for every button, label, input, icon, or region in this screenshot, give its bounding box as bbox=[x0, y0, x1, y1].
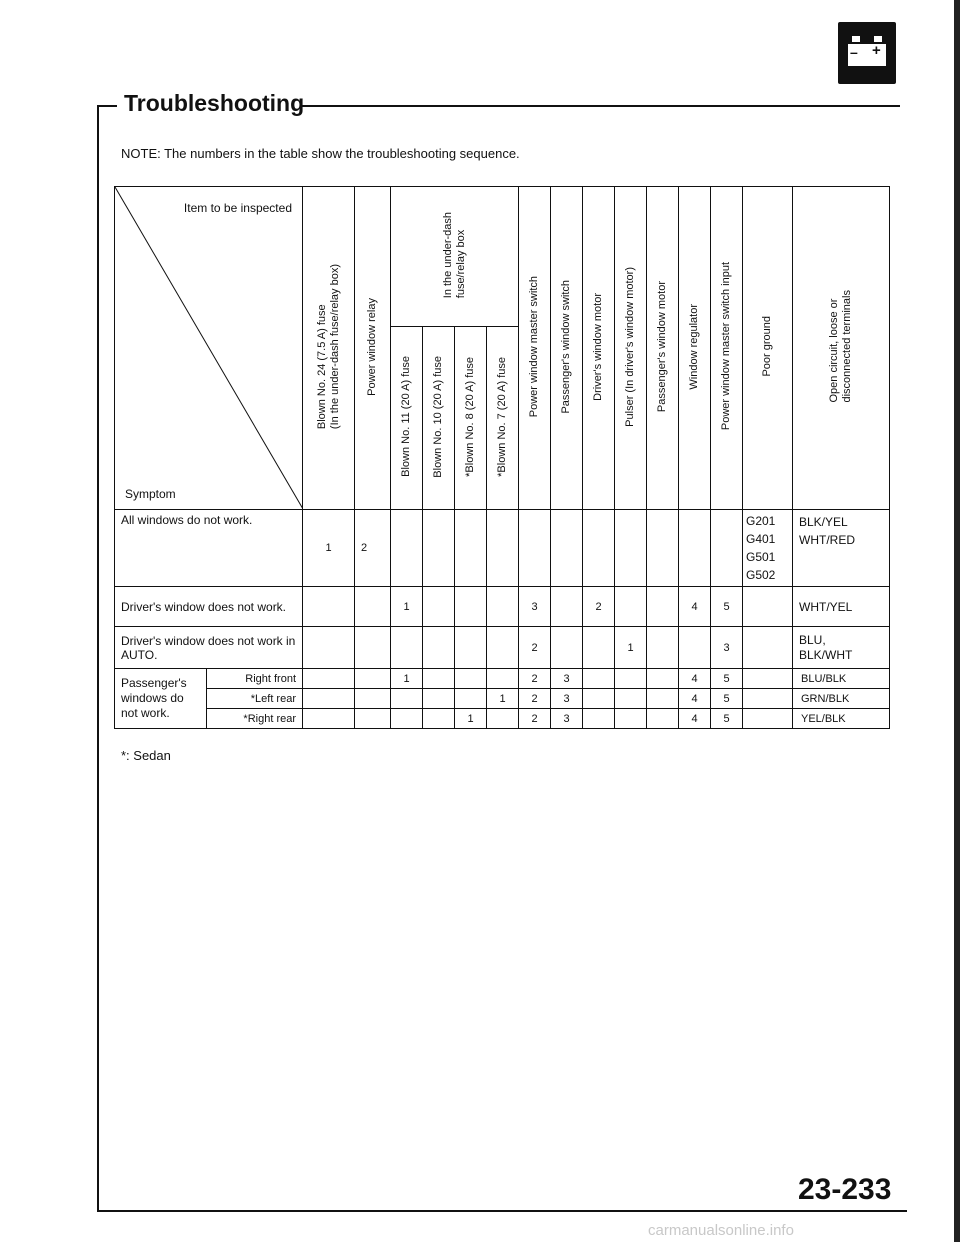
cell-driver-c9: 2 bbox=[583, 587, 615, 627]
item-to-be-inspected-label: Item to be inspected bbox=[183, 201, 292, 215]
table-row bbox=[115, 510, 890, 587]
battery-icon bbox=[838, 22, 896, 84]
col-header-switch-input: Power window master switch input bbox=[711, 187, 743, 510]
table-row bbox=[115, 669, 890, 689]
watermark: carmanualsonline.info bbox=[648, 1222, 794, 1239]
corner-cell bbox=[115, 187, 303, 510]
col-header-fuse11: Blown No. 11 (20 A) fuse bbox=[391, 327, 423, 510]
cell-lr-c13: 5 bbox=[711, 689, 743, 709]
cell-lr-c7: 2 bbox=[519, 689, 551, 709]
table-row bbox=[115, 627, 890, 669]
cell-driver-c3: 1 bbox=[391, 587, 423, 627]
col-header-relay: Power window relay bbox=[355, 187, 391, 510]
cell-rf-c4: 1 bbox=[391, 669, 423, 689]
cell-driver-wire: WHT/YEL bbox=[793, 587, 890, 627]
troubleshooting-table bbox=[114, 186, 890, 729]
cell-driver-c13: 5 bbox=[711, 587, 743, 627]
table-note: NOTE: The numbers in the table show the troubleshooting sequence. bbox=[121, 146, 520, 161]
col-header-fuse24: Blown No. 24 (7.5 A) fuse (In the under-dash fuse/relay box) bbox=[303, 187, 355, 510]
sub-right-front: Right front bbox=[207, 669, 303, 689]
sub-left-rear: *Left rear bbox=[207, 689, 303, 709]
corner-diagonal bbox=[115, 187, 303, 509]
cell-driver-c12: 4 bbox=[679, 587, 711, 627]
col-header-fuse-group: In the under-dash fuse/relay box bbox=[391, 187, 519, 327]
footnote: *: Sedan bbox=[121, 748, 171, 763]
page-frame-left bbox=[97, 106, 99, 1211]
sub-right-rear: *Right rear bbox=[207, 709, 303, 729]
col-header-poor-ground: Poor ground bbox=[743, 187, 793, 510]
battery-plus: + bbox=[872, 42, 881, 59]
cell-all-c1: 1 bbox=[303, 510, 355, 587]
col-header-pulser: Pulser (In driver's window motor) bbox=[615, 187, 647, 510]
symptom-all-windows: All windows do not work. bbox=[115, 510, 303, 587]
col-header-regulator: Window regulator bbox=[679, 187, 711, 510]
cell-auto-c10: 1 bbox=[615, 627, 647, 669]
cell-rf-c12: 4 bbox=[679, 669, 711, 689]
cell-rr-c13: 5 bbox=[711, 709, 743, 729]
symptom-driver-window: Driver's window does not work. bbox=[115, 587, 303, 627]
cell-rf-c13: 5 bbox=[711, 669, 743, 689]
symptom-passenger-windows: Passenger's windows do not work. bbox=[115, 669, 207, 729]
symptom-label: Symptom bbox=[125, 487, 176, 501]
scan-edge bbox=[954, 0, 960, 1242]
cell-rr-c7: 2 bbox=[519, 709, 551, 729]
cell-rr-c8: 3 bbox=[551, 709, 583, 729]
cell-rf-c8: 3 bbox=[551, 669, 583, 689]
cell-lr-wire: GRN/BLK bbox=[793, 689, 890, 709]
title-rule-right bbox=[300, 105, 900, 107]
cell-lr-c6: 1 bbox=[487, 689, 519, 709]
table-row bbox=[115, 709, 890, 729]
cell-all-wire: BLK/YEL WHT/RED bbox=[793, 510, 890, 587]
title-rule-left bbox=[97, 105, 117, 107]
cell-rr-c5: 1 bbox=[455, 709, 487, 729]
cell-all-c2: 2 bbox=[355, 510, 391, 587]
col-header-passenger-switch: Passenger's window switch bbox=[551, 187, 583, 510]
table-row bbox=[115, 587, 890, 627]
col-header-fuse10: Blown No. 10 (20 A) fuse bbox=[423, 327, 455, 510]
battery-minus: – bbox=[850, 44, 858, 60]
cell-lr-c12: 4 bbox=[679, 689, 711, 709]
page-number: 23-233 bbox=[798, 1173, 892, 1206]
col-header-master-switch: Power window master switch bbox=[519, 187, 551, 510]
cell-rf-wire: BLU/BLK bbox=[793, 669, 890, 689]
cell-rr-c12: 4 bbox=[679, 709, 711, 729]
cell-lr-c8: 3 bbox=[551, 689, 583, 709]
cell-rr-wire: YEL/BLK bbox=[793, 709, 890, 729]
page-frame-bottom bbox=[97, 1210, 907, 1212]
cell-rf-c7: 2 bbox=[519, 669, 551, 689]
symptom-driver-auto: Driver's window does not work in AUTO. bbox=[115, 627, 303, 669]
col-header-passenger-motor: Passenger's window motor bbox=[647, 187, 679, 510]
col-header-open-circuit: Open circuit, loose or disconnected terminals bbox=[793, 187, 890, 510]
cell-auto-wire: BLU, BLK/WHT bbox=[793, 627, 890, 669]
table-row bbox=[115, 689, 890, 709]
col-header-driver-motor: Driver's window motor bbox=[583, 187, 615, 510]
col-header-fuse8: *Blown No. 8 (20 A) fuse bbox=[455, 327, 487, 510]
cell-auto-c7: 2 bbox=[519, 627, 551, 669]
section-title: Troubleshooting bbox=[124, 90, 305, 116]
cell-driver-c7: 3 bbox=[519, 587, 551, 627]
cell-all-ground: G201 G401 G501 G502 bbox=[743, 510, 793, 587]
col-header-fuse7: *Blown No. 7 (20 A) fuse bbox=[487, 327, 519, 510]
cell-auto-c13: 3 bbox=[711, 627, 743, 669]
